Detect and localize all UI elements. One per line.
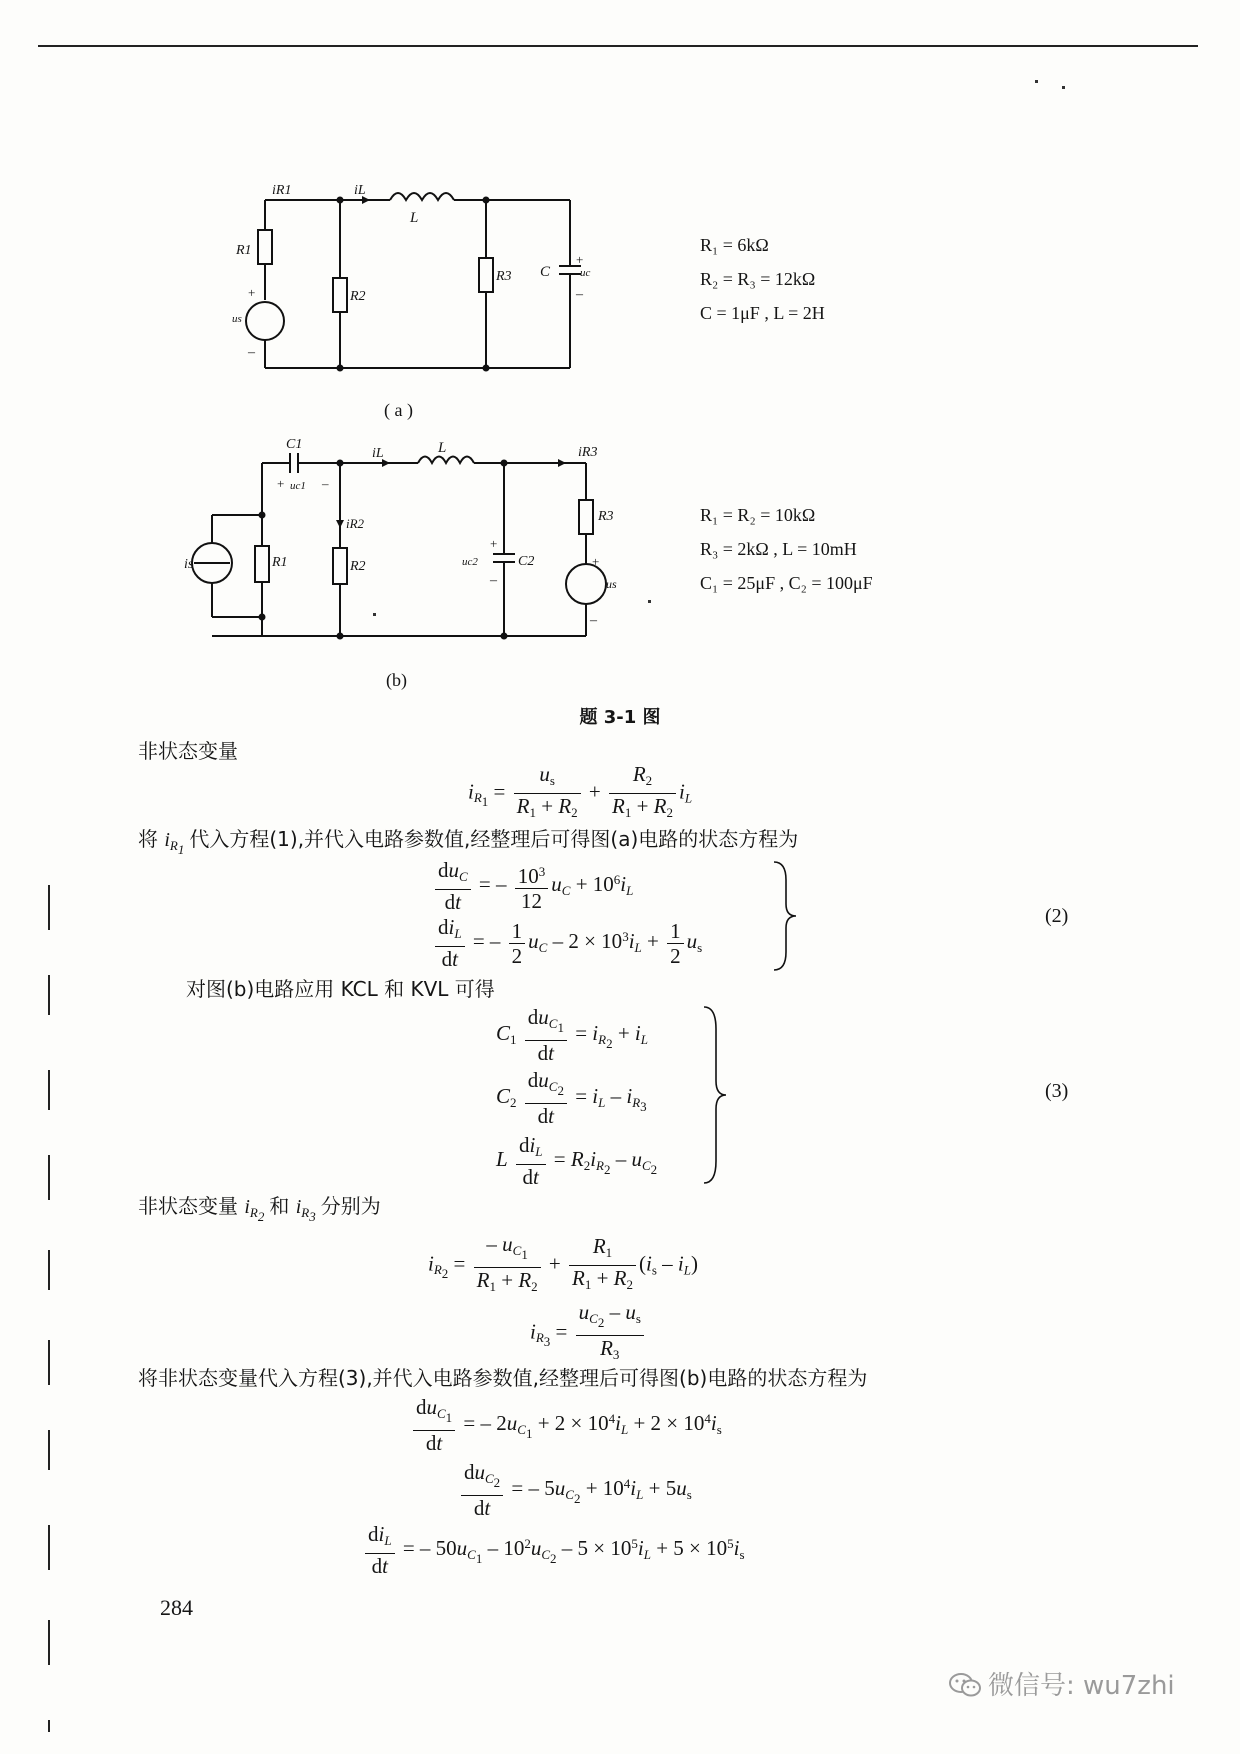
minus-sign: – <box>490 573 497 588</box>
equation-state-b-2: $\frac{du_{C_2}}{dt}$ = – $5u_{C_2} + 10^4i_L + 5u_s$ <box>458 1460 692 1520</box>
label-L: L <box>438 440 447 456</box>
plus-sign: + <box>277 476 285 491</box>
margin-bar <box>48 1340 50 1385</box>
label-C1: C1 <box>286 437 303 452</box>
equation-state-b-3: $\frac{di_L}{dt}$ = – $50u_{C_1} - 10^2u_{C_2} - 5 \times 10^5i_L + 5 \times 10^5i_s$ <box>362 1522 745 1578</box>
paragraph: 将 $i_{R_1}$ 代入方程(1),并代入电路参数值,经整理后可得图(a)电路的状态方程为 <box>138 827 799 857</box>
paragraph-text: 将 <box>138 827 158 851</box>
param-line: C = 1μF , L = 2H <box>700 303 825 323</box>
margin-bar <box>48 1430 50 1470</box>
label-R2: R2 <box>350 559 366 574</box>
margin-bar <box>48 1070 50 1110</box>
label-uc2: uc2 <box>462 556 478 568</box>
label-L: L <box>410 210 419 226</box>
minus-sign: – <box>248 345 255 360</box>
label-is: is <box>184 557 194 572</box>
margin-bar <box>48 1155 50 1200</box>
paragraph: 非状态变量 $i_{R_2}$ 和 $i_{R_3}$ 分别为 <box>138 1194 381 1224</box>
equation-kcl-1: $C_1$ $\frac{du_{C_1}}{dt}$ = $i_{R_2} + i_L$ <box>496 1005 648 1065</box>
params-b <box>700 498 873 600</box>
plus-sign: + <box>592 554 600 569</box>
label-iR3: iR3 <box>578 445 598 460</box>
margin-bar <box>48 975 50 1015</box>
minus-sign: – <box>590 613 597 628</box>
margin-bar <box>48 1250 50 1290</box>
label-iR2: iR2 <box>346 516 365 531</box>
equation-number: (3) <box>1045 1080 1069 1102</box>
label-iL: iL <box>354 183 366 198</box>
equation-state-a-2: $\frac{di_L}{dt}$ = – $\frac{1}{2}$ $u_C - 2 \times 10^3i_L$ + $\frac{1}{2}$ $u_s$ <box>432 915 702 971</box>
right-brace <box>700 1005 730 1185</box>
equation-kvl: L $\frac{di_L}{dt}$ = $R_2i_{R_2} - u_{C_2}$ <box>496 1133 658 1189</box>
label-us: us <box>232 313 242 325</box>
label-R1: R1 <box>272 555 288 570</box>
equation-number: (2) <box>1045 905 1069 927</box>
margin-bar <box>48 1525 50 1570</box>
paragraph: 将非状态变量代入方程(3),并代入电路参数值,经整理后可得图(b)电路的状态方程为 <box>138 1366 868 1390</box>
label-C: C <box>540 264 551 280</box>
param-line: R₁ = R₂ = 10kΩ <box>700 505 816 525</box>
plus-sign: + <box>576 252 584 267</box>
param-line: R₃ = 2kΩ , L = 10mH <box>700 539 857 559</box>
page-number: 284 <box>160 1595 193 1620</box>
label-us: us <box>606 577 617 591</box>
caption-a: ( a ) <box>384 400 413 420</box>
params-a <box>700 228 825 330</box>
equation-state-a-1: $\frac{du_C}{dt}$ = – $\frac{10^3}{12}$ $u_C + 10^6i_L$ <box>432 858 633 914</box>
equation-iR1: $i_{R_1}$ = $\frac{u_s}{R_1 + R_2}$ + $\frac{R_2}{R_1 + R_2}$ $i_L$ <box>468 762 693 820</box>
label-R1: R1 <box>236 243 252 258</box>
margin-bar <box>48 885 50 930</box>
equation-state-b-1: $\frac{du_{C_1}}{dt}$ = – $2u_{C_1} + 2 \times 10^4i_L + 2 \times 10^4i_s$ <box>410 1395 722 1455</box>
paragraph-text: 和 <box>269 1194 290 1218</box>
margin-bar <box>48 1720 50 1732</box>
minus-sign: – <box>576 287 583 302</box>
label-R2: R2 <box>350 289 366 304</box>
circuit-a <box>0 0 1240 700</box>
minus-sign: – <box>322 476 329 491</box>
caption-b: (b) <box>386 670 407 690</box>
label-R3: R3 <box>598 509 614 524</box>
paragraph: 对图(b)电路应用 KCL 和 KVL 可得 <box>186 977 495 1001</box>
equation-kcl-2: $C_2$ $\frac{du_{C_2}}{dt}$ = $i_L - i_{R_3}$ <box>496 1068 647 1128</box>
plus-sign: + <box>248 285 256 300</box>
paragraph: 非状态变量 <box>138 739 238 763</box>
equation-iR3: $i_{R_3}$ = $\frac{u_{C_2} - u_s}{R_3}$ <box>530 1300 647 1367</box>
margin-bar <box>48 1620 50 1665</box>
label-iL: iL <box>372 446 384 461</box>
label-R3: R3 <box>496 269 512 284</box>
label-iR1: iR1 <box>272 183 292 198</box>
equation-iR2: $i_{R_2}$ = $\frac{- u_{C_1}}{R_1 + R_2}$ + $\frac{R_1}{R_1 + R_2}$ $(i_s - i_L)$ <box>428 1232 698 1294</box>
label-uc1: uc1 <box>290 480 306 492</box>
plus-sign: + <box>490 536 498 551</box>
watermark-text: 微信号: wu7zhi <box>988 1671 1175 1701</box>
param-line: R₁ = 6kΩ <box>700 235 769 255</box>
watermark <box>948 1665 1175 1702</box>
label-uc: uc <box>580 267 591 279</box>
right-brace <box>770 860 800 972</box>
paragraph-text: 分别为 <box>320 1194 381 1218</box>
param-line: C₁ = 25μF , C₂ = 100μF <box>700 573 873 593</box>
label-C2: C2 <box>518 554 535 569</box>
param-line: R₂ = R₃ = 12kΩ <box>700 269 816 289</box>
paragraph-text: 代入方程(1),并代入电路参数值,经整理后可得图(a)电路的状态方程为 <box>189 827 799 851</box>
wechat-icon <box>948 1672 982 1698</box>
paragraph-text: 非状态变量 <box>138 1194 238 1218</box>
figure-title: 题 3-1 图 <box>579 707 661 728</box>
